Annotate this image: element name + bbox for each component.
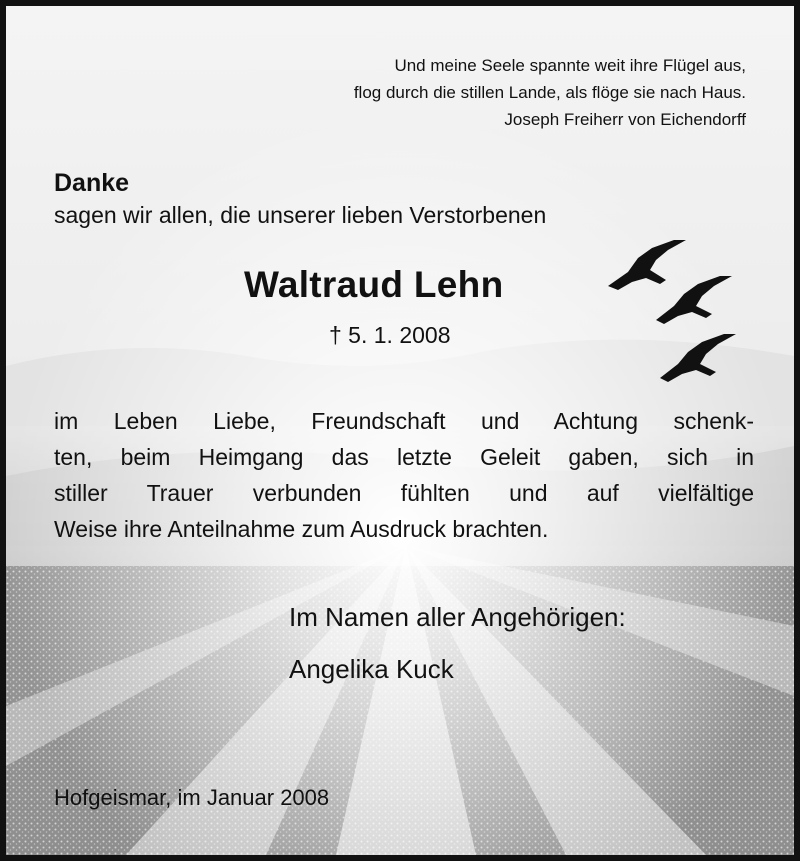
bird-silhouette-icon [660,334,736,382]
signature-name: Angelika Kuck [289,654,454,684]
bird-silhouette-icon [608,240,686,290]
body-paragraph [54,403,754,547]
quote-line-1: Und meine Seele spannte weit ihre Flügel aus, [394,56,746,75]
signature-line-1: Im Namen aller Angehörigen: [289,602,626,632]
place-and-date: Hofgeismar, im Januar 2008 [54,785,330,810]
body-line: Weise ihre Anteilnahme zum Ausdruck brachten. [54,516,549,542]
body-line: ten, beim Heimgang das letzte Geleit gaben, sich in [54,444,754,470]
quote-author: Joseph Freiherr von Eichendorff [504,110,746,129]
deceased-name: Waltraud Lehn [244,264,504,305]
body-line: stiller Trauer verbunden fühlten und auf vielfältige [54,480,754,506]
body-line: im Leben Liebe, Freundschaft und Achtung schenk- [54,408,754,434]
heading-danke: Danke [54,169,130,197]
death-date: † 5. 1. 2008 [329,322,451,348]
quote-line-2: flog durch die stillen Lande, als flöge sie nach Haus. [353,83,746,102]
intro-text: sagen wir allen, die unserer lieben Verstorbenen [54,202,547,228]
bird-silhouette-icon [656,276,732,324]
birds-illustration [604,228,744,388]
